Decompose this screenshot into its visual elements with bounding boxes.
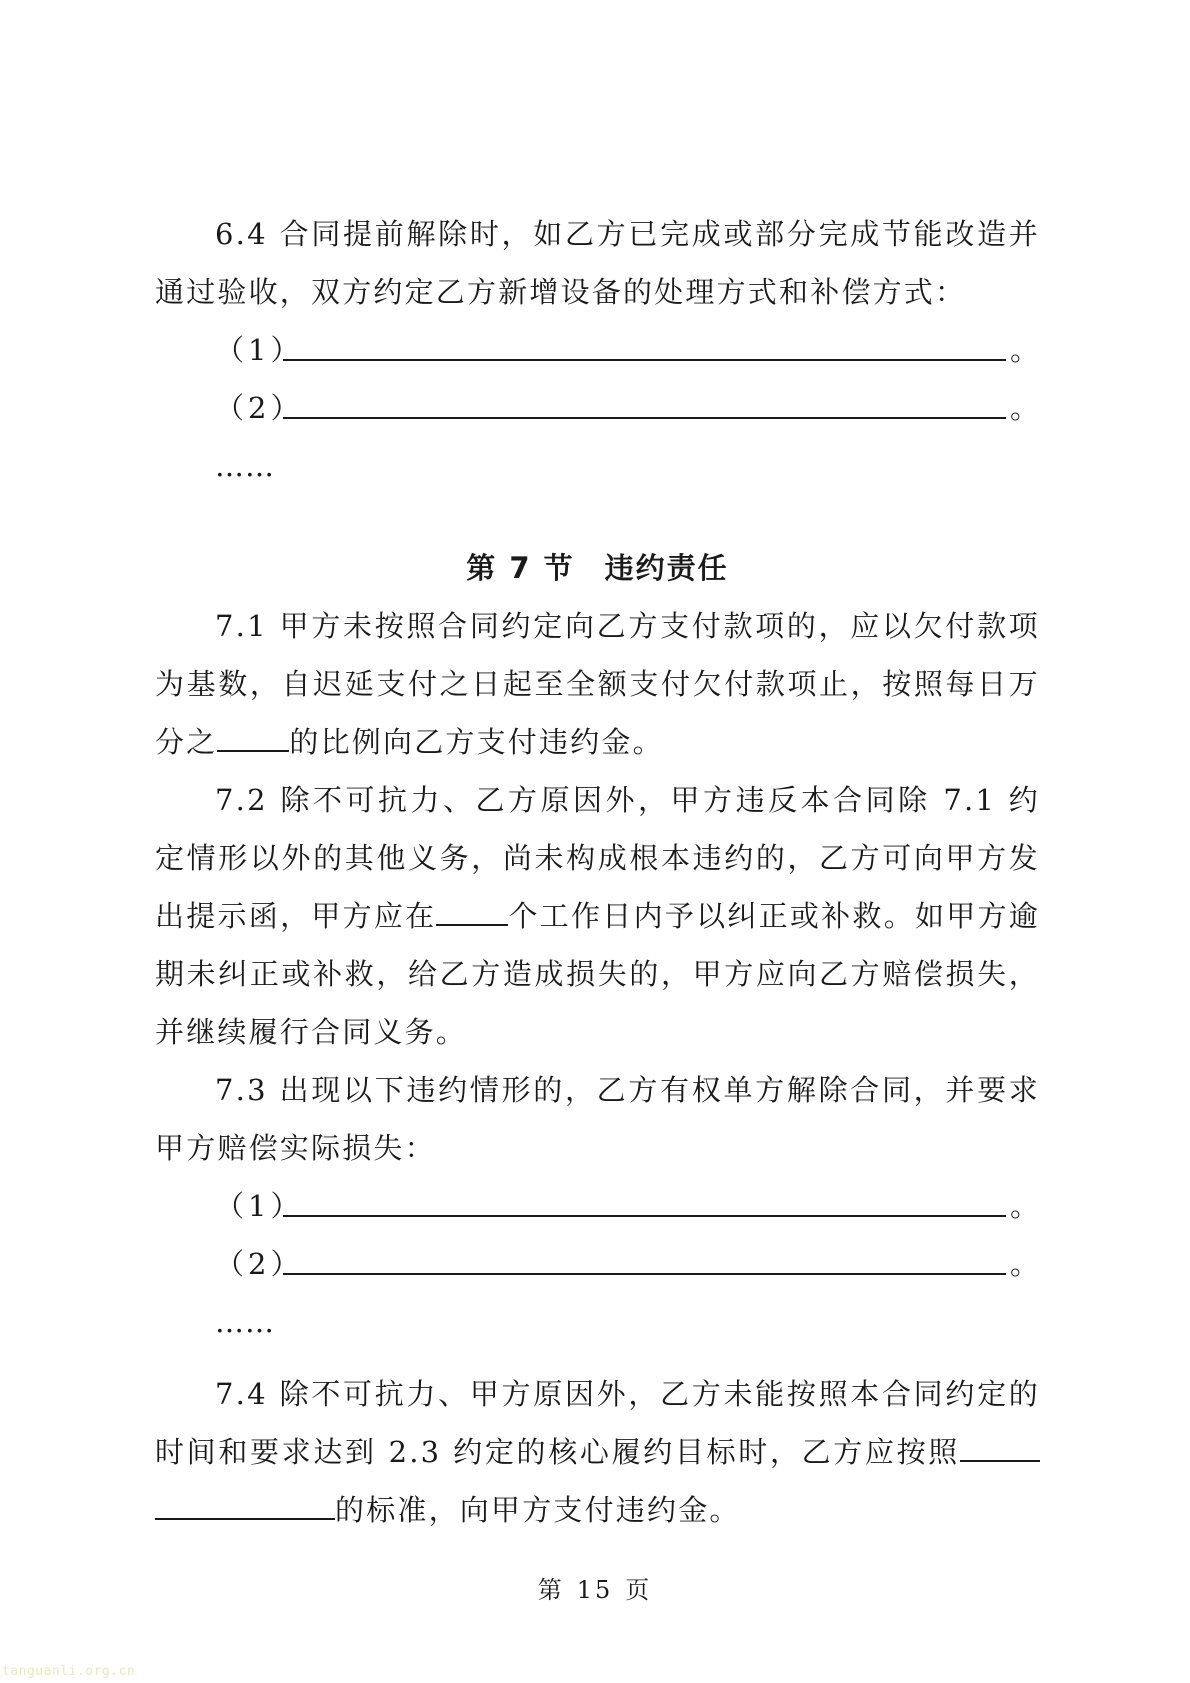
item-period: 。 bbox=[1010, 391, 1042, 425]
clause-7-4 bbox=[155, 1365, 1040, 1539]
clause-7-2 bbox=[155, 771, 1040, 1061]
clause-6-4-item-2 bbox=[155, 379, 1040, 437]
fill-in-blank bbox=[283, 1215, 1006, 1217]
fill-in-blank bbox=[283, 417, 1006, 419]
section-number: 第 7 节 bbox=[466, 551, 575, 585]
clause-7-2-text-b: 个工作日内予以纠正或补救。如甲方逾期未纠正或补救，给乙方造成损失的，甲方应向乙方赔偿损失，并继续履行合同义务。 bbox=[155, 899, 1040, 1049]
item-number: （1） bbox=[215, 1189, 304, 1223]
clause-7-4-text-a: 7.4 除不可抗力、甲方原因外，乙方未能按照本合同约定的时间和要求达到 2.3 约定的核心履约目标时，乙方应按照 bbox=[155, 1377, 1040, 1469]
clause-7-3-intro: 7.3 出现以下违约情形的，乙方有权单方解除合同，并要求甲方赔偿实际损失： bbox=[155, 1073, 1040, 1165]
section-7-heading bbox=[155, 539, 1040, 597]
fill-in-blank bbox=[283, 359, 1006, 361]
item-period: 。 bbox=[1010, 333, 1042, 367]
clause-7-3-ellipsis: …… bbox=[215, 1305, 275, 1339]
watermark: tanguanli.org.cn bbox=[2, 1664, 136, 1679]
fill-in-blank bbox=[217, 720, 289, 752]
item-number: （2） bbox=[215, 1247, 304, 1281]
clause-6-4-ellipsis: …… bbox=[215, 449, 275, 483]
fill-in-blank bbox=[960, 1430, 1040, 1462]
clause-7-1-text-b: 的比例向乙方支付违约金。 bbox=[289, 725, 664, 759]
clause-7-3-item-1 bbox=[155, 1177, 1040, 1235]
item-period: 。 bbox=[1010, 1189, 1042, 1223]
fill-in-blank bbox=[436, 894, 508, 926]
fill-in-blank bbox=[155, 1488, 335, 1520]
page-number bbox=[0, 1570, 1190, 1605]
clause-7-1-text-a: 7.1 甲方未按照合同约定向乙方支付款项的，应以欠付款项为基数，自迟延支付之日起至全额支付欠付款项止，按照每日万分之 bbox=[155, 609, 1040, 759]
item-number: （2） bbox=[215, 391, 304, 425]
clause-7-2-text-a: 7.2 除不可抗力、乙方原因外，甲方违反本合同除 7.1 约定情形以外的其他义务，尚未构成根本违约的，乙方可向甲方发出提示函，甲方应在 bbox=[155, 783, 1040, 933]
page-number-suffix: 页 bbox=[625, 1576, 653, 1604]
page-number-value: 15 bbox=[576, 1576, 614, 1604]
fill-in-blank bbox=[283, 1273, 1006, 1275]
section-title: 违约责任 bbox=[604, 551, 729, 585]
item-number: （1） bbox=[215, 333, 304, 367]
clause-6-4-intro: 6.4 合同提前解除时，如乙方已完成或部分完成节能改造并通过验收，双方约定乙方新增设备的处理方式和补偿方式： bbox=[155, 217, 1040, 309]
clause-7-1 bbox=[155, 597, 1040, 771]
clause-7-3-item-2 bbox=[155, 1235, 1040, 1293]
page-number-prefix: 第 bbox=[537, 1576, 565, 1604]
clause-6-4-item-1 bbox=[155, 321, 1040, 379]
clause-7-4-text-b: 的标准，向甲方支付违约金。 bbox=[335, 1493, 741, 1527]
document-page bbox=[155, 205, 1040, 1539]
item-period: 。 bbox=[1010, 1247, 1042, 1281]
